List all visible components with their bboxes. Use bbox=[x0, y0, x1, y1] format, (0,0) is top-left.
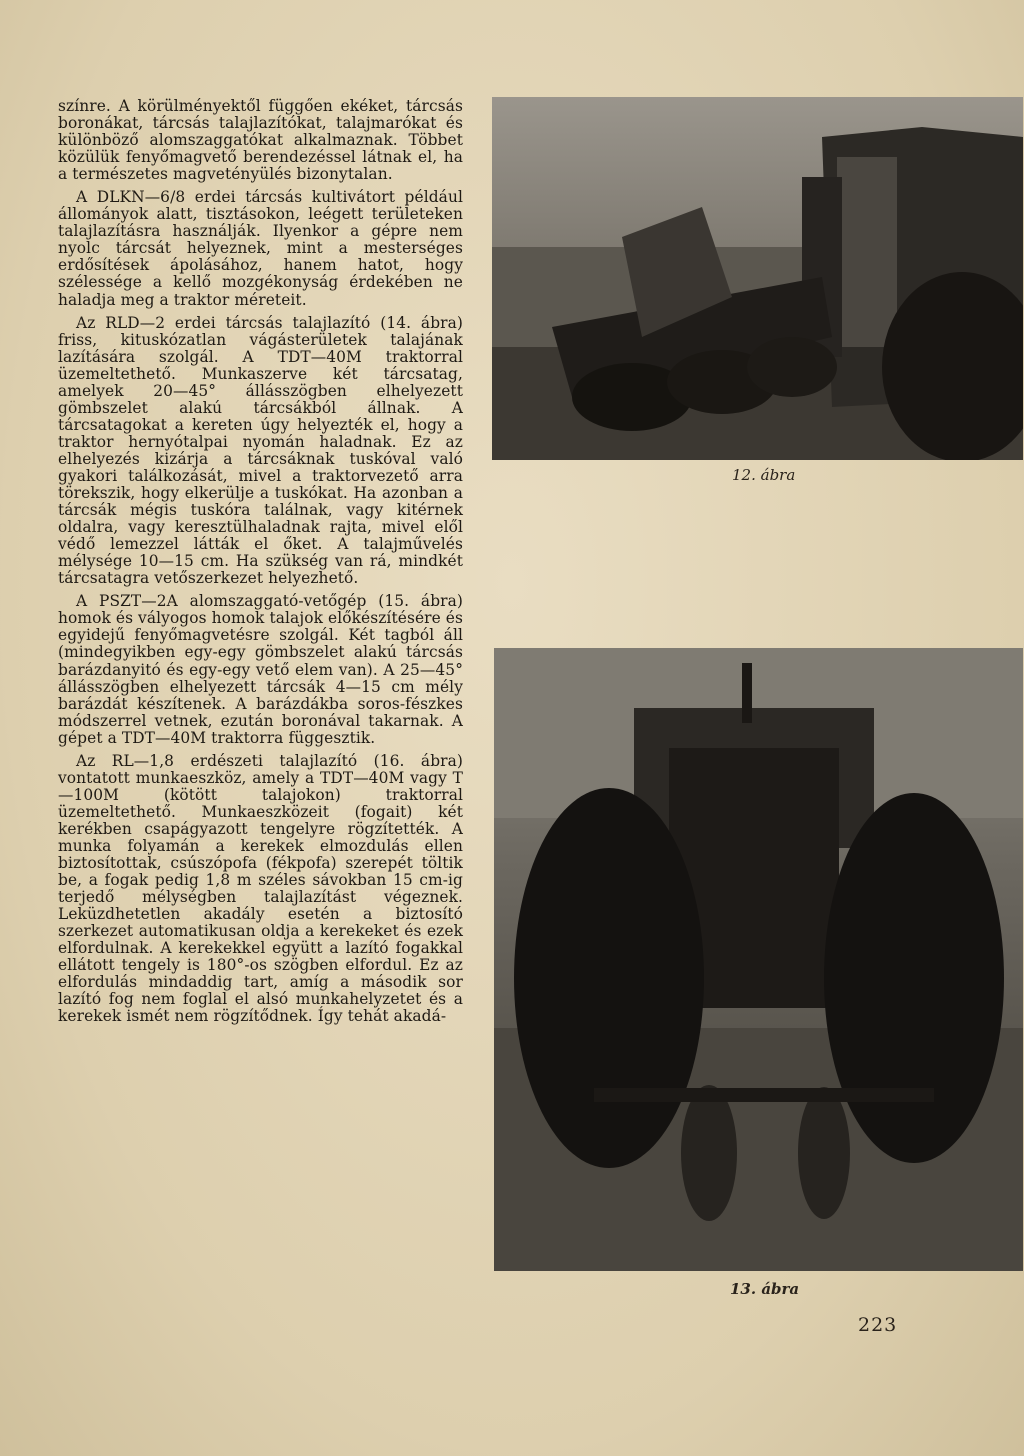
figure-13-caption: 13. ábra bbox=[730, 1280, 800, 1298]
page-number: 223 bbox=[858, 1314, 898, 1336]
figure-13-photo bbox=[494, 648, 1023, 1271]
paragraph-5: Az RL—1,8 erdészeti talajlazító (16. ábra) vontatott munkaeszköz, amely a TDT—40M vagy T—100M (kötött talajokon) traktorral üzemeltethető. Munkaeszközeit (fogait) két kerékben csapágyazott tengelyre rögzítették. A munka folyamán a kerekek elmozdulás ellen biztosítottak, csúszópofa (fékpofa) szerepét töltik be, a fogak pedig 1,8 m széles sávokban 15 cm-ig terjedő mélységben talajlazítást végeznek. Leküzdhetetlen akadály esetén a biztosító szerkezet automatikusan oldja a kerekeket és ezek elfordulnak. A kerekekkel együtt a lazító fogakkal ellátott tengely is 180°-os szögben elfordul. Ez az elfordulás mindaddig tart, amíg a második sor lazító fog nem foglal el alsó munkahelyzetet és a kerekek ismét nem rögzítődnek. Így tehát akadá- bbox=[58, 751, 463, 1026]
figure-12-photo bbox=[492, 97, 1023, 460]
paragraph-1: színre. A körülményektől függően ekéket, tárcsás boronákat, tárcsás talajlazítókat, talajmarókat és különböző alomszaggatókat alkalmaznak. Többet közülük fenyőmagvető berendezéssel látnak el, ha a természetes magvetényülés bizonytalan. bbox=[58, 97, 463, 184]
paragraph-4: A PSZT—2A alomszaggató-vetőgép (15. ábra) homok és vályogos homok talajok előkészítésére és egyidejű fenyőmagvetésre szolgál. Két tagból áll (mindegyikben egy-egy gömbszelet alakú tárcsás barázdanyitó és egy-egy vető elem van). A 25—45° állásszögben elhelyezett tárcsák 4—15 cm mély barázdát készítenek. A barázdákba soros-fészkes módszerrel vetnek, ezután boronával takarnak. A gépet a TDT—40M traktorra függesztik. bbox=[58, 592, 464, 747]
paragraph-3: Az RLD—2 erdei tárcsás talajlazító (14. ábra) friss, kituskózatlan vágásterületek talajának lazítására szolgál. A TDT—40M traktorral üzemeltethető. Munkaszerve két tárcsatag, amelyek 20—45° állásszögben elhelyezett gömbszelet alakú tárcsákból állnak. A tárcsatagokat a kereten úgy helyezték el, hogy a traktor hernyótalpai nyomán haladnak. Ez az elhelyezés kizárja a tárcsáknak tuskóval való gyakori találkozását, mivel a traktorvezető arra törekszik, hogy elkerülje a tuskókat. Ha azonban a tárcsák mégis tuskóra találnak, vagy kitérnek oldalra, vagy keresztülhaladnak rajta, mivel elől védő lemezzel látták el őket. A talajművelés mélysége 10—15 cm. Ha szükség van rá, mindkét tárcsatagra vetőszerkezet helyezhető. bbox=[58, 313, 463, 588]
figure-12-caption: 12. ábra bbox=[732, 466, 796, 484]
paragraph-2: A DLKN—6/8 erdei tárcsás kultivátort például állományok alatt, tisztásokon, leégett területeken talajlazításra használják. Ilyenkor a gépre nem nyolc tárcsát helyeznek, mint a mesterséges erdősítések ápolásához, hanem hatot, hogy szélessége a kellő mozgékonyság érdekében ne haladja meg a traktor méreteit. bbox=[58, 188, 463, 309]
article-text-column bbox=[58, 98, 463, 1031]
